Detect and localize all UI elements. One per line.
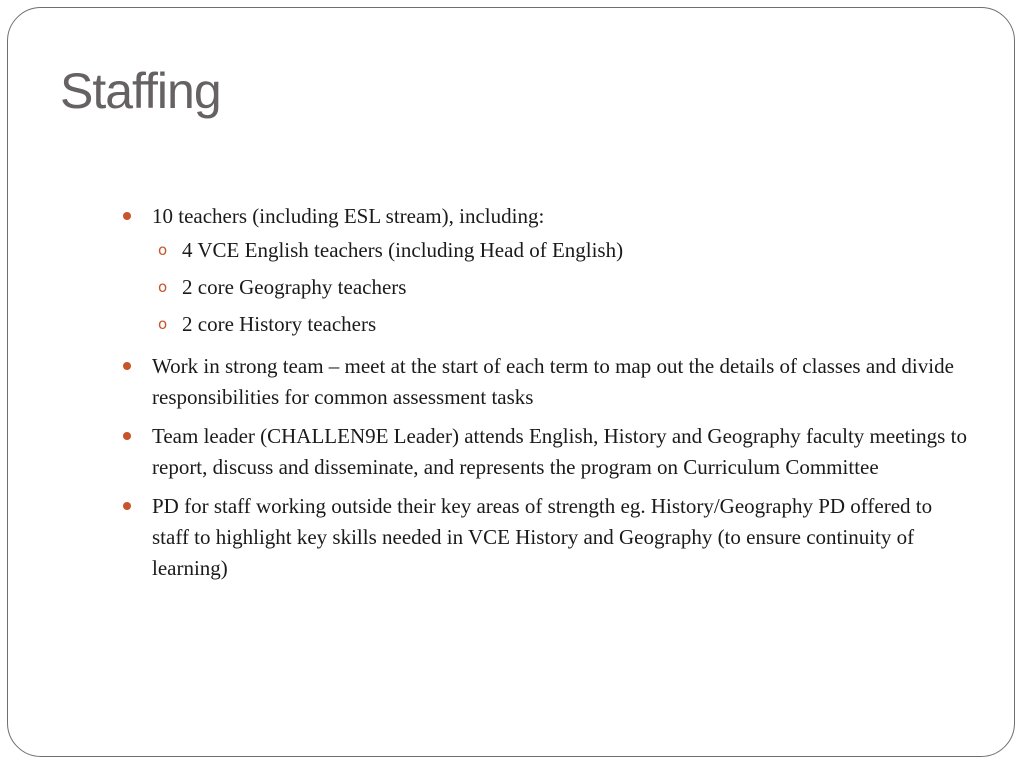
sub-bullet-item [152,269,972,306]
bullet-list [122,201,972,584]
bullet-dot-icon [123,362,131,370]
sub-bullet-text: 4 VCE English teachers (including Head of English) [182,238,624,262]
circle-bullet-icon: o [158,241,168,259]
sub-bullet-item [152,232,972,269]
bullet-item [122,421,972,483]
slide-content [122,201,972,592]
circle-bullet-icon: o [158,278,168,296]
sub-bullet-text: 2 core History teachers [182,312,377,336]
bullet-item [122,201,972,343]
sub-bullet-item [152,306,972,343]
circle-bullet-icon: o [158,315,168,333]
slide-title: Staffing [60,63,221,119]
bullet-dot-icon [123,212,131,220]
bullet-text: PD for staff working outside their key areas of strength eg. History/Geography PD offered to staff to highlight key skills needed in VCE History and Geography (to ensure continuity of learning) [152,494,933,580]
bullet-item [122,351,972,413]
bullet-dot-icon [123,432,131,440]
bullet-text: Team leader (CHALLEN9E Leader) attends English, History and Geography faculty meetings to report, discuss and disseminate, and represents the program on Curriculum Committee [152,424,967,479]
bullet-text: 10 teachers (including ESL stream), including: [152,204,545,228]
sub-bullet-text: 2 core Geography teachers [182,275,407,299]
bullet-item [122,491,972,584]
bullet-text: Work in strong team – meet at the start of each term to map out the details of classes and divide responsibilities for common assessment tasks [152,354,954,409]
sub-bullet-list [152,232,972,343]
slide [7,7,1015,757]
bullet-dot-icon [123,502,131,510]
